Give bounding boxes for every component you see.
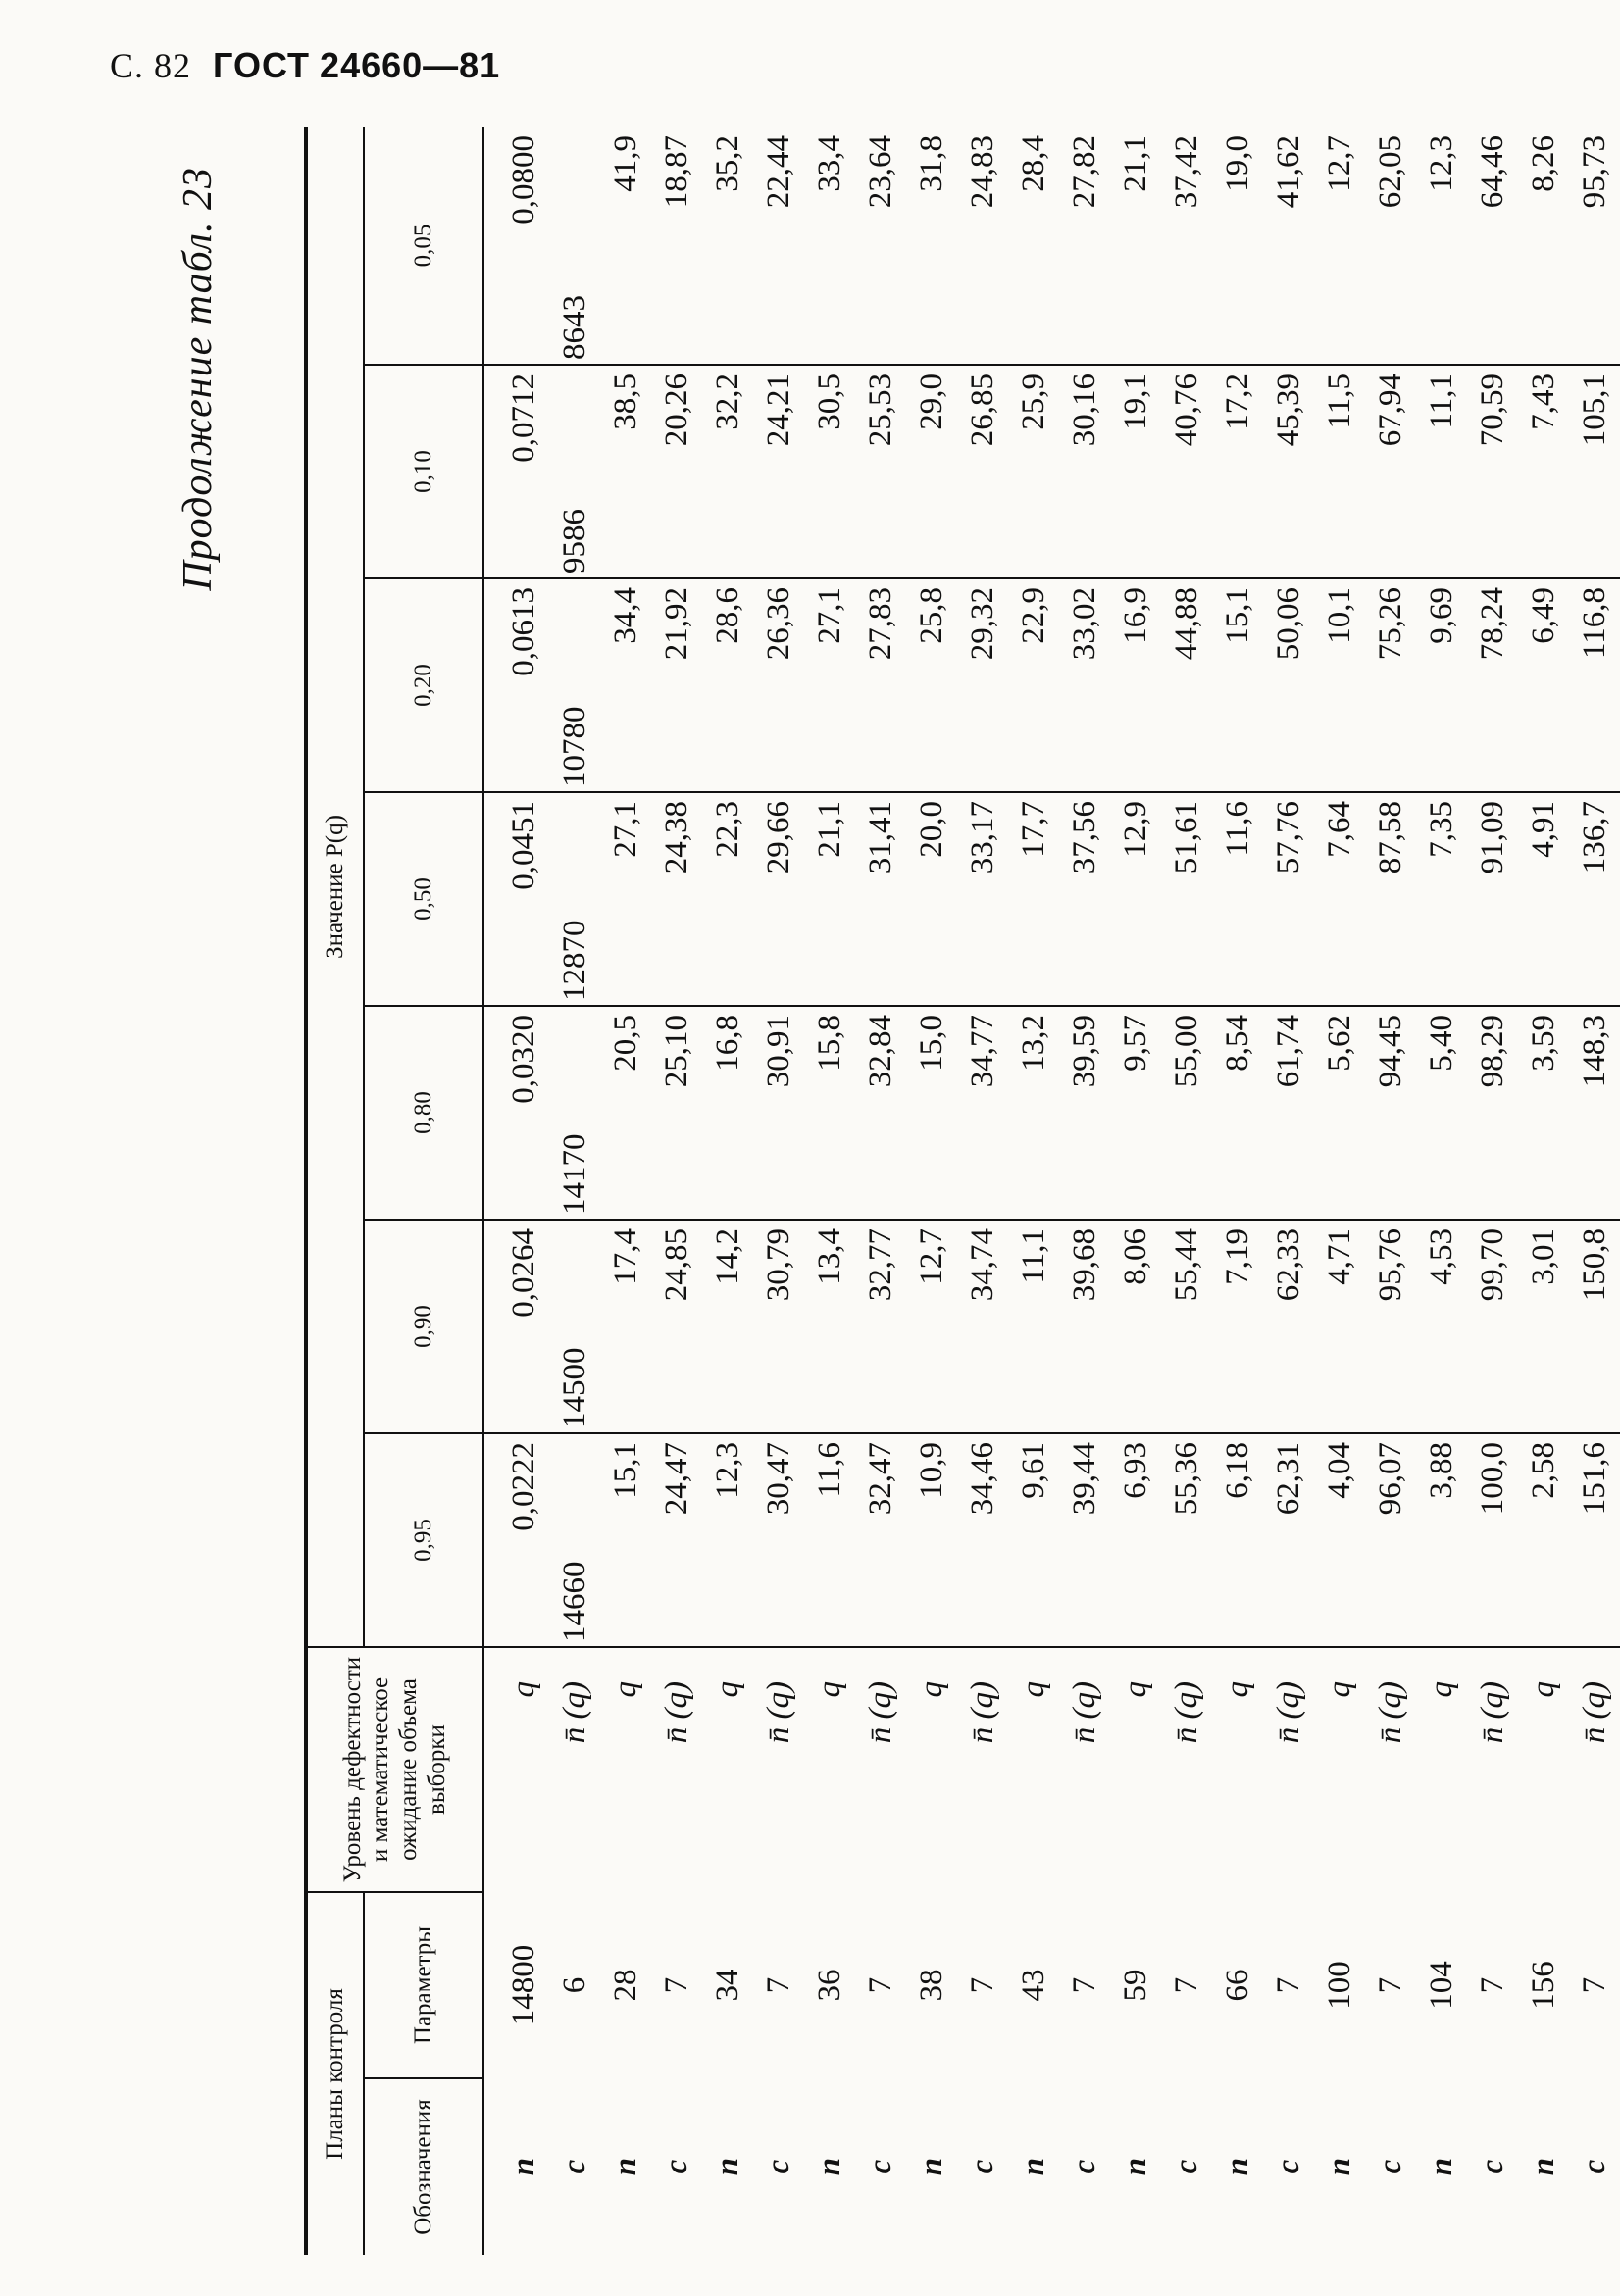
value-cell: 31,8 xyxy=(906,127,957,365)
parameter-cell: 7 xyxy=(658,1976,694,1994)
parameter-cell: 38 xyxy=(913,1969,949,2002)
value-cell: 33,4 xyxy=(804,127,855,365)
value-cell: 27,1 xyxy=(804,578,855,792)
value-cell: 15,0 xyxy=(906,1006,957,1220)
value-cell: 32,77 xyxy=(855,1220,906,1433)
value-cell: 9586 xyxy=(549,365,600,578)
parameter-cell: 36 xyxy=(811,1969,847,2002)
value-cell: 39,59 xyxy=(1059,1006,1110,1220)
table-row xyxy=(1212,127,1263,2255)
value-cell: 39,68 xyxy=(1059,1220,1110,1433)
value-cell: 16,9 xyxy=(1110,578,1161,792)
value-cell: 95,76 xyxy=(1365,1220,1416,1433)
parameter-cell: 156 xyxy=(1525,1961,1561,2010)
value-cell: 62,05 xyxy=(1365,127,1416,365)
value-cell: 34,4 xyxy=(600,578,651,792)
value-cell: 6,18 xyxy=(1212,1433,1263,1647)
value-cell: 27,82 xyxy=(1059,127,1110,365)
value-cell: 12,3 xyxy=(1416,127,1467,365)
value-cell: 10780 xyxy=(549,578,600,792)
value-cell: 30,91 xyxy=(753,1006,804,1220)
value-cell: 18,87 xyxy=(651,127,702,365)
value-cell: 41,62 xyxy=(1263,127,1314,365)
designations-header: Обозначения xyxy=(364,2078,483,2255)
value-cell: 25,10 xyxy=(651,1006,702,1220)
standard-number: 24660—81 xyxy=(320,45,501,85)
level-symbol-cell: n̄ (q) xyxy=(1066,1681,1102,1744)
value-cell: 22,44 xyxy=(753,127,804,365)
value-cell: 8,54 xyxy=(1212,1006,1263,1220)
value-cell: 5,40 xyxy=(1416,1006,1467,1220)
table-row xyxy=(753,127,804,2255)
designation-cell: c xyxy=(1474,2159,1510,2174)
value-cell: 10,9 xyxy=(906,1433,957,1647)
value-cell: 12870 xyxy=(549,792,600,1006)
level-symbol-cell: n̄ (q) xyxy=(760,1681,796,1744)
value-cell: 62,33 xyxy=(1263,1220,1314,1433)
value-cell: 33,02 xyxy=(1059,578,1110,792)
value-cell: 14660 xyxy=(549,1433,600,1647)
designation-cell: n xyxy=(811,2157,847,2176)
value-cell: 0,0222 xyxy=(483,1433,549,1647)
level-symbol-cell: q xyxy=(913,1681,949,1698)
value-cell: 12,9 xyxy=(1110,792,1161,1006)
prob-header: 0,10 xyxy=(364,365,483,578)
value-cell: 25,9 xyxy=(1008,365,1059,578)
designation-cell: c xyxy=(964,2159,1000,2174)
value-cell: 29,32 xyxy=(957,578,1008,792)
value-cell: 40,76 xyxy=(1161,365,1212,578)
value-cell: 22,9 xyxy=(1008,578,1059,792)
prob-header: 0,80 xyxy=(364,1006,483,1220)
parameter-cell: 34 xyxy=(709,1969,745,2002)
value-cell: 136,7 xyxy=(1569,792,1620,1006)
table-row xyxy=(1365,127,1416,2255)
value-cell: 35,2 xyxy=(702,127,753,365)
value-cell: 16,8 xyxy=(702,1006,753,1220)
value-cell: 0,0264 xyxy=(483,1220,549,1433)
value-cell: 24,21 xyxy=(753,365,804,578)
value-cell: 51,61 xyxy=(1161,792,1212,1006)
value-cell: 30,5 xyxy=(804,365,855,578)
table-row xyxy=(1569,127,1620,2255)
parameter-cell: 7 xyxy=(1372,1976,1408,1994)
value-cell: 20,5 xyxy=(600,1006,651,1220)
designation-cell: n xyxy=(1321,2157,1357,2176)
prob-header: 0,05 xyxy=(364,127,483,365)
value-cell: 7,19 xyxy=(1212,1220,1263,1433)
table-row xyxy=(957,127,1008,2255)
value-cell: 34,74 xyxy=(957,1220,1008,1433)
value-cell: 7,43 xyxy=(1518,365,1569,578)
level-symbol-cell: n̄ (q) xyxy=(556,1681,592,1744)
designation-cell: n xyxy=(1423,2157,1459,2176)
level-symbol-cell: n̄ (q) xyxy=(1576,1681,1612,1744)
table-body xyxy=(483,127,1620,2255)
value-cell: 75,26 xyxy=(1365,578,1416,792)
parameter-cell: 7 xyxy=(1270,1976,1306,1994)
page-number: С. 82 xyxy=(110,46,192,85)
value-cell: 24,85 xyxy=(651,1220,702,1433)
level-symbol-cell: n̄ (q) xyxy=(1168,1681,1204,1744)
parameter-cell: 7 xyxy=(964,1976,1000,1994)
value-cell: 95,73 xyxy=(1569,127,1620,365)
value-cell: 32,2 xyxy=(702,365,753,578)
value-cell: 70,59 xyxy=(1467,365,1518,578)
designation-cell: n xyxy=(709,2157,745,2176)
value-cell: 96,07 xyxy=(1365,1433,1416,1647)
value-cell: 50,06 xyxy=(1263,578,1314,792)
value-cell: 34,77 xyxy=(957,1006,1008,1220)
value-cell: 20,26 xyxy=(651,365,702,578)
value-cell: 24,38 xyxy=(651,792,702,1006)
table-row xyxy=(702,127,753,2255)
table-row xyxy=(855,127,906,2255)
table-row xyxy=(483,127,549,2255)
designation-cell: n xyxy=(607,2157,643,2176)
value-cell: 13,2 xyxy=(1008,1006,1059,1220)
value-cell: 3,01 xyxy=(1518,1220,1569,1433)
value-cell: 24,47 xyxy=(651,1433,702,1647)
value-cell: 21,92 xyxy=(651,578,702,792)
value-cell: 12,3 xyxy=(702,1433,753,1647)
value-cell: 5,62 xyxy=(1314,1006,1365,1220)
table-row xyxy=(651,127,702,2255)
designation-cell: n xyxy=(1219,2157,1255,2176)
table-row xyxy=(1059,127,1110,2255)
table-row xyxy=(804,127,855,2255)
value-cell: 23,64 xyxy=(855,127,906,365)
value-cell: 37,42 xyxy=(1161,127,1212,365)
designation-cell: c xyxy=(1270,2159,1306,2174)
value-cell: 98,29 xyxy=(1467,1006,1518,1220)
value-cell: 11,6 xyxy=(1212,792,1263,1006)
prob-header: 0,20 xyxy=(364,578,483,792)
value-cell: 33,17 xyxy=(957,792,1008,1006)
value-cell: 17,2 xyxy=(1212,365,1263,578)
value-cell: 55,44 xyxy=(1161,1220,1212,1433)
level-symbol-cell: n̄ (q) xyxy=(1270,1681,1306,1744)
table-row xyxy=(1263,127,1314,2255)
level-symbol-cell: q xyxy=(607,1681,643,1698)
value-cell: 116,8 xyxy=(1569,578,1620,792)
value-cell: 15,8 xyxy=(804,1006,855,1220)
value-cell: 55,00 xyxy=(1161,1006,1212,1220)
value-cell: 29,66 xyxy=(753,792,804,1006)
designation-cell: c xyxy=(1066,2159,1102,2174)
value-cell: 105,1 xyxy=(1569,365,1620,578)
value-cell: 28,4 xyxy=(1008,127,1059,365)
designation-cell: c xyxy=(862,2159,898,2174)
value-cell: 4,04 xyxy=(1314,1433,1365,1647)
value-cell: 13,4 xyxy=(804,1220,855,1433)
value-cell: 27,83 xyxy=(855,578,906,792)
value-cell: 15,1 xyxy=(600,1433,651,1647)
value-cell: 55,36 xyxy=(1161,1433,1212,1647)
value-cell: 11,5 xyxy=(1314,365,1365,578)
value-cell: 21,1 xyxy=(1110,127,1161,365)
parameter-cell: 7 xyxy=(1474,1976,1510,1994)
value-cell: 24,83 xyxy=(957,127,1008,365)
values-header: Значение P(q) xyxy=(306,127,364,1647)
value-cell: 44,88 xyxy=(1161,578,1212,792)
level-symbol-cell: n̄ (q) xyxy=(862,1681,898,1744)
value-cell: 14,2 xyxy=(702,1220,753,1433)
value-cell: 31,41 xyxy=(855,792,906,1006)
value-cell: 25,8 xyxy=(906,578,957,792)
level-symbol-cell: n̄ (q) xyxy=(964,1681,1000,1744)
value-cell: 25,53 xyxy=(855,365,906,578)
value-cell: 19,0 xyxy=(1212,127,1263,365)
value-cell: 11,6 xyxy=(804,1433,855,1647)
value-cell: 34,46 xyxy=(957,1433,1008,1647)
value-cell: 8,26 xyxy=(1518,127,1569,365)
value-cell: 8643 xyxy=(549,127,600,365)
value-cell: 62,31 xyxy=(1263,1433,1314,1647)
value-cell: 17,7 xyxy=(1008,792,1059,1006)
level-symbol-cell: q xyxy=(1015,1681,1051,1698)
value-cell: 3,59 xyxy=(1518,1006,1569,1220)
level-symbol-cell: q xyxy=(1525,1681,1561,1698)
value-cell: 14500 xyxy=(549,1220,600,1433)
parameter-cell: 7 xyxy=(1168,1976,1204,1994)
value-cell: 12,7 xyxy=(906,1220,957,1433)
value-cell: 2,58 xyxy=(1518,1433,1569,1647)
level-symbol-cell: n̄ (q) xyxy=(1372,1681,1408,1744)
parameter-cell: 7 xyxy=(862,1976,898,1994)
prob-header: 0,95 xyxy=(364,1433,483,1647)
table-row xyxy=(1314,127,1365,2255)
designation-cell: n xyxy=(505,2157,541,2176)
level-symbol-cell: n̄ (q) xyxy=(658,1681,694,1744)
table-row xyxy=(1467,127,1518,2255)
value-cell: 100,0 xyxy=(1467,1433,1518,1647)
value-cell: 32,84 xyxy=(855,1006,906,1220)
value-cell: 57,76 xyxy=(1263,792,1314,1006)
value-cell: 37,56 xyxy=(1059,792,1110,1006)
value-cell: 151,6 xyxy=(1569,1433,1620,1647)
level-header: Уровень дефектности и математическое ожидание объема выборки xyxy=(306,1647,483,1892)
value-cell: 26,85 xyxy=(957,365,1008,578)
parameter-cell: 104 xyxy=(1423,1961,1459,2010)
parameter-cell: 7 xyxy=(1576,1976,1612,1994)
parameter-cell: 28 xyxy=(607,1969,643,2002)
table-row xyxy=(1416,127,1467,2255)
value-cell: 41,9 xyxy=(600,127,651,365)
value-cell: 0,0320 xyxy=(483,1006,549,1220)
designation-cell: c xyxy=(1372,2159,1408,2174)
table-row xyxy=(906,127,957,2255)
value-cell: 9,61 xyxy=(1008,1433,1059,1647)
parameter-cell: 7 xyxy=(1066,1976,1102,1994)
parameter-cell: 14800 xyxy=(505,1944,541,2026)
plans-header: Планы контроля xyxy=(306,1892,364,2255)
value-cell: 45,39 xyxy=(1263,365,1314,578)
value-cell: 15,1 xyxy=(1212,578,1263,792)
value-cell: 21,1 xyxy=(804,792,855,1006)
parameter-cell: 66 xyxy=(1219,1969,1255,2002)
value-cell: 87,58 xyxy=(1365,792,1416,1006)
value-cell: 7,64 xyxy=(1314,792,1365,1006)
value-cell: 30,16 xyxy=(1059,365,1110,578)
table-row xyxy=(1161,127,1212,2255)
value-cell: 99,70 xyxy=(1467,1220,1518,1433)
level-symbol-cell: n̄ (q) xyxy=(1474,1681,1510,1744)
designation-cell: c xyxy=(658,2159,694,2174)
table-row xyxy=(549,127,600,2255)
value-cell: 4,91 xyxy=(1518,792,1569,1006)
value-cell: 94,45 xyxy=(1365,1006,1416,1220)
parameters-header: Параметры xyxy=(364,1892,483,2078)
value-cell: 4,71 xyxy=(1314,1220,1365,1433)
value-cell: 4,53 xyxy=(1416,1220,1467,1433)
standard-label: ГОСТ xyxy=(213,45,311,85)
level-symbol-cell: q xyxy=(1423,1681,1459,1698)
value-cell: 0,0613 xyxy=(483,578,549,792)
table-row xyxy=(600,127,651,2255)
value-cell: 38,5 xyxy=(600,365,651,578)
value-cell: 150,8 xyxy=(1569,1220,1620,1433)
value-cell: 67,94 xyxy=(1365,365,1416,578)
value-cell: 64,46 xyxy=(1467,127,1518,365)
value-cell: 9,69 xyxy=(1416,578,1467,792)
value-cell: 0,0800 xyxy=(483,127,549,365)
value-cell: 14170 xyxy=(549,1006,600,1220)
table-row xyxy=(1008,127,1059,2255)
parameter-cell: 43 xyxy=(1015,1969,1051,2002)
table-row xyxy=(1518,127,1569,2255)
value-cell: 27,1 xyxy=(600,792,651,1006)
value-cell: 0,0451 xyxy=(483,792,549,1006)
level-symbol-cell: q xyxy=(709,1681,745,1698)
level-symbol-cell: q xyxy=(1219,1681,1255,1698)
value-cell: 91,09 xyxy=(1467,792,1518,1006)
value-cell: 10,1 xyxy=(1314,578,1365,792)
rotated-table-frame xyxy=(167,134,1612,2255)
value-cell: 6,49 xyxy=(1518,578,1569,792)
value-cell: 17,4 xyxy=(600,1220,651,1433)
value-cell: 8,06 xyxy=(1110,1220,1161,1433)
value-cell: 12,7 xyxy=(1314,127,1365,365)
value-cell: 11,1 xyxy=(1416,365,1467,578)
value-cell: 19,1 xyxy=(1110,365,1161,578)
designation-cell: c xyxy=(760,2159,796,2174)
level-symbol-cell: q xyxy=(1321,1681,1357,1698)
value-cell: 6,93 xyxy=(1110,1433,1161,1647)
value-cell: 11,1 xyxy=(1008,1220,1059,1433)
value-cell: 9,57 xyxy=(1110,1006,1161,1220)
value-cell: 3,88 xyxy=(1416,1433,1467,1647)
value-cell: 0,0712 xyxy=(483,365,549,578)
designation-cell: c xyxy=(1168,2159,1204,2174)
parameter-cell: 6 xyxy=(556,1976,592,1994)
prob-header: 0,50 xyxy=(364,792,483,1006)
prob-header: 0,90 xyxy=(364,1220,483,1433)
designation-cell: n xyxy=(1015,2157,1051,2176)
value-cell: 20,0 xyxy=(906,792,957,1006)
designation-cell: c xyxy=(556,2159,592,2174)
value-cell: 61,74 xyxy=(1263,1006,1314,1220)
table-caption: Продолжение табл. 23 xyxy=(176,167,221,591)
designation-cell: n xyxy=(913,2157,949,2176)
level-symbol-cell: q xyxy=(811,1681,847,1698)
value-cell: 78,24 xyxy=(1467,578,1518,792)
value-cell: 39,44 xyxy=(1059,1433,1110,1647)
page-header xyxy=(110,45,500,86)
level-symbol-cell: q xyxy=(505,1681,541,1698)
parameter-cell: 100 xyxy=(1321,1961,1357,2010)
value-cell: 28,6 xyxy=(702,578,753,792)
value-cell: 148,3 xyxy=(1569,1006,1620,1220)
designation-cell: n xyxy=(1117,2157,1153,2176)
designation-cell: n xyxy=(1525,2157,1561,2176)
value-cell: 22,3 xyxy=(702,792,753,1006)
level-symbol-cell: q xyxy=(1117,1681,1153,1698)
value-cell: 29,0 xyxy=(906,365,957,578)
value-cell: 30,79 xyxy=(753,1220,804,1433)
table-row xyxy=(1110,127,1161,2255)
designation-cell: c xyxy=(1576,2159,1612,2174)
parameter-cell: 7 xyxy=(760,1976,796,1994)
value-cell: 32,47 xyxy=(855,1433,906,1647)
data-table xyxy=(304,127,1620,2255)
value-cell: 30,47 xyxy=(753,1433,804,1647)
value-cell: 7,35 xyxy=(1416,792,1467,1006)
value-cell: 26,36 xyxy=(753,578,804,792)
parameter-cell: 59 xyxy=(1117,1969,1153,2002)
